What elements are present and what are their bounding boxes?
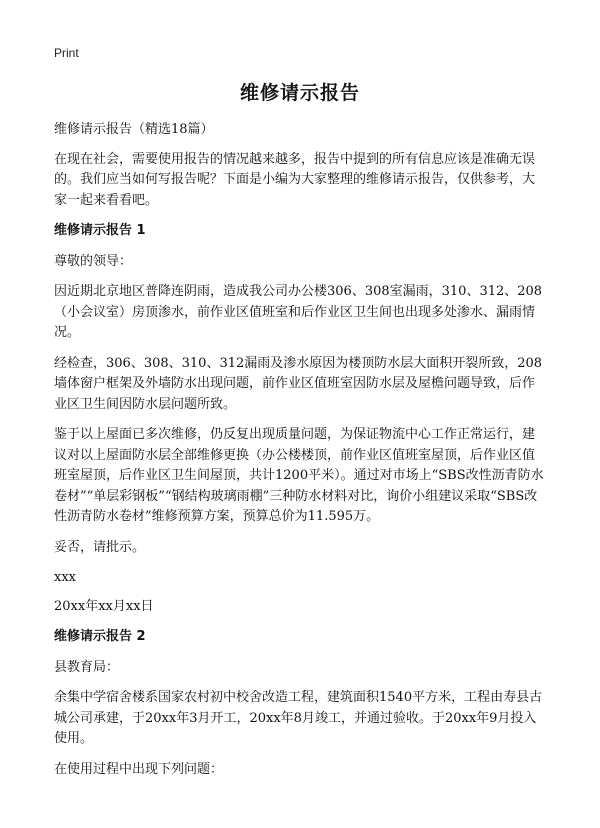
document-subtitle: 维修请示报告（精选18篇） — [54, 122, 214, 137]
section2-paragraph-1: 余集中学宿舍楼系国家农村初中校舍改造工程，建筑面积1540平方米，工程由寿县古城公司承建，于20xx年3月开工，20xx年8月竣工，并通过验收。于20xx年9月投入使用。 — [54, 690, 543, 746]
section1-paragraph-1: 因近期北京地区普降连阴雨，造成我公司办公楼306、308室漏雨，310、312、208（小会议室）房顶渗水，前作业区值班室和后作业区卫生间也出现多处渗水、漏雨情况。 — [54, 284, 543, 340]
signer: xxx — [54, 570, 76, 585]
salutation-1: 尊敬的领导： — [54, 253, 133, 269]
document-title: 维修请示报告 — [239, 82, 360, 104]
section1-paragraph-3: 鉴于以上屋面已多次维修，仍反复出现质量问题，为保证物流中心工作正常运行，建议对以上屋面防水层全部维修更换（办公楼楼顶，前作业区值班室屋顶，后作业区值班室屋顶，后作业区卫生间屋顶，共计1200平米）。通过对市场上“SBS改性沥青防水卷材”“单层彩钢板”“钢结构玻璃雨棚”三种防水材料对比，询价小组建议采取“SBS改性沥青防水卷材”维修预算方案，预算总价为11.595万。 — [54, 427, 544, 524]
document-content — [54, 120, 544, 790]
section-heading-2: 维修请示报告 2 — [54, 629, 146, 644]
section1-paragraph-2: 经检查，306、308、310、312漏雨及渗水原因为楼顶防水层大面积开裂所致，208墙体窗户框架及外墙防水出现问题，前作业区值班室因防水层及屋檐问题导致，后作业区卫生间因防水层问题所致。 — [54, 355, 543, 412]
print-label: Print — [54, 46, 79, 60]
section-heading-1: 维修请示报告 1 — [54, 223, 146, 238]
closing-line: 妥否，请批示。 — [54, 539, 146, 555]
section2-paragraph-2: 在使用过程中出现下列问题： — [54, 761, 224, 777]
date-line: 20xx年xx月xx日 — [54, 598, 154, 614]
salutation-2: 县教育局： — [54, 659, 120, 675]
intro-paragraph: 在现在社会，需要使用报告的情况越来越多，报告中提到的所有信息应该是准确无误的。我们应当如何写报告呢？下面是小编为大家整理的维修请示报告，仅供参考，大家一起来看看吧。 — [54, 151, 536, 208]
